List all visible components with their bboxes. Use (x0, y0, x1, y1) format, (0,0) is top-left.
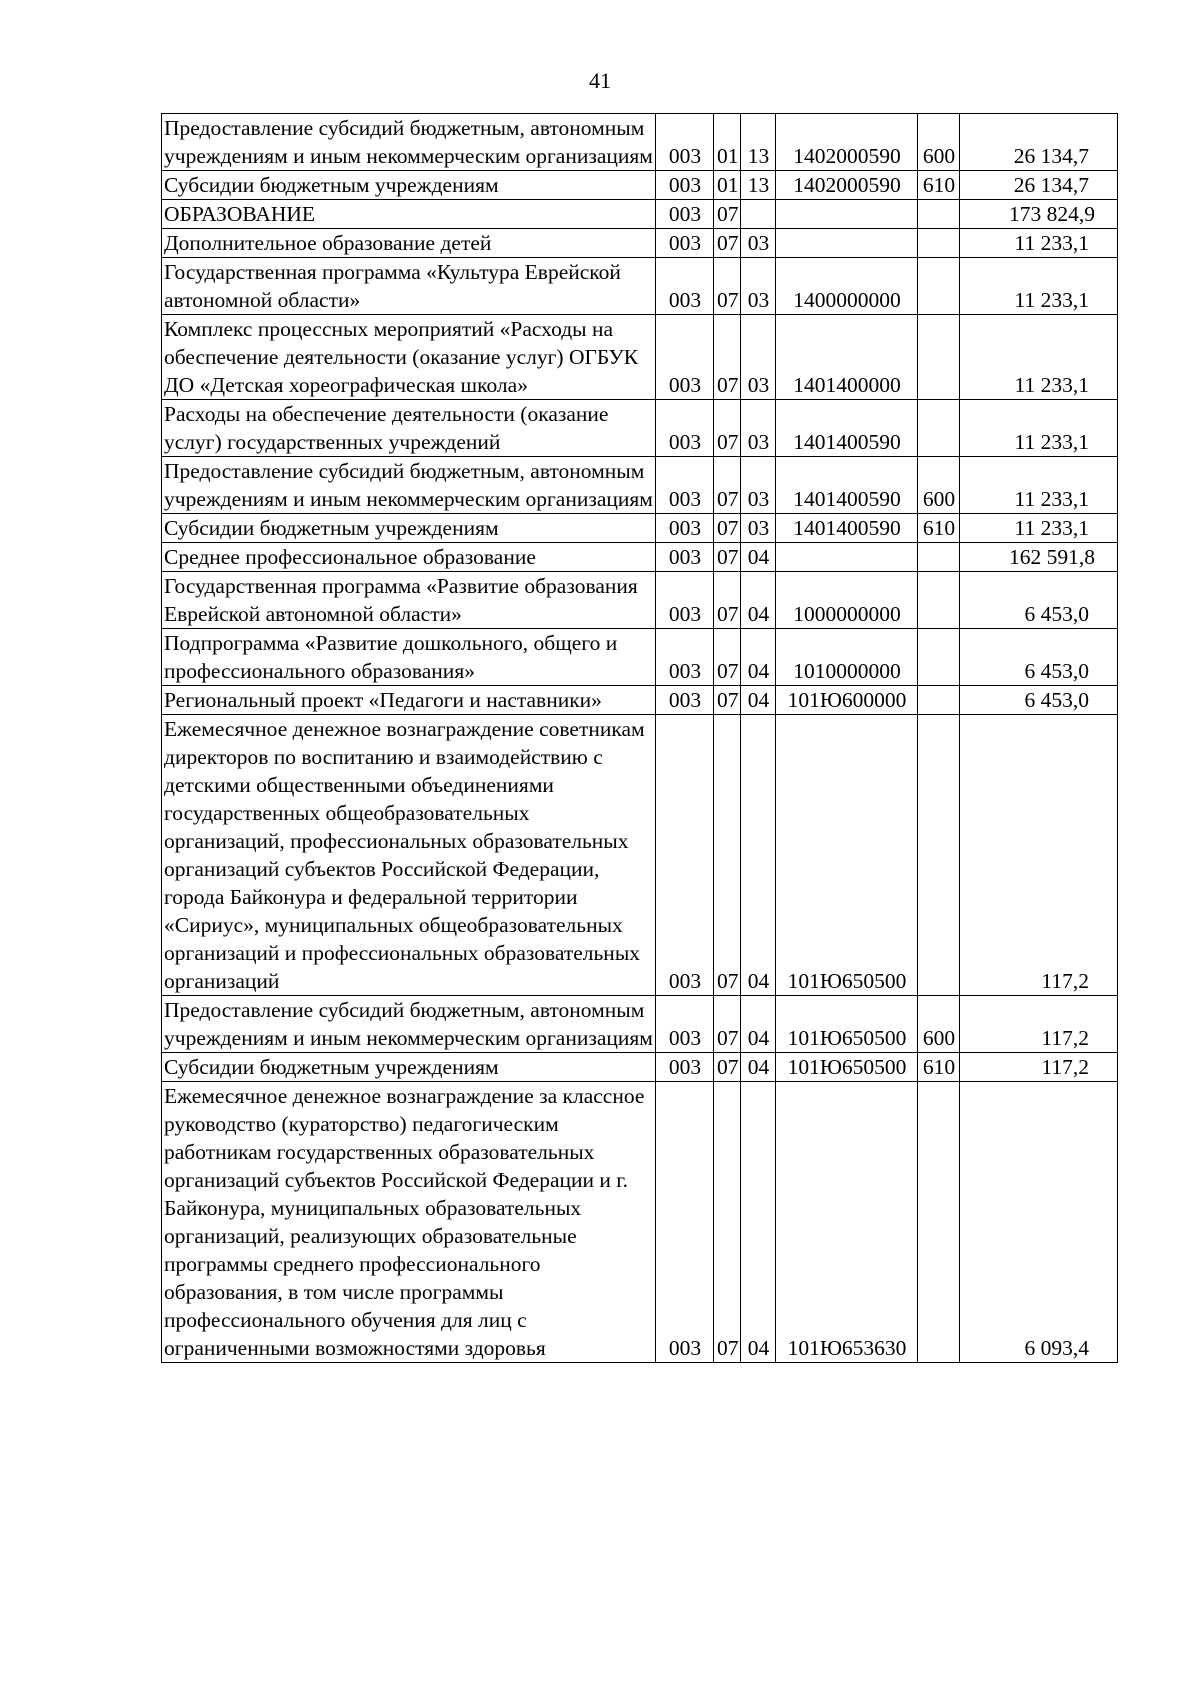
row-pr-cell: 04 (741, 543, 776, 572)
row-rz-cell: 01 (714, 114, 741, 171)
row-vr-cell: 610 (918, 514, 960, 543)
row-pr-cell: 03 (741, 514, 776, 543)
row-csr-cell: 101Ю600000 (776, 686, 918, 715)
table-row (162, 200, 1118, 229)
row-pr-cell: 04 (741, 572, 776, 629)
row-vr-cell (918, 229, 960, 258)
row-sum-cell: 6 453,0 (960, 686, 1118, 715)
row-sum-cell: 6 093,4 (960, 1082, 1118, 1363)
row-csr-cell: 1400000000 (776, 258, 918, 315)
row-vr-cell (918, 629, 960, 686)
row-sum-cell: 11 233,1 (960, 400, 1118, 457)
row-ved-cell: 003 (656, 400, 714, 457)
row-csr-cell (776, 543, 918, 572)
row-ved-cell: 003 (656, 686, 714, 715)
row-csr-cell: 1401400590 (776, 457, 918, 514)
row-ved-cell: 003 (656, 171, 714, 200)
table-row (162, 114, 1118, 171)
row-vr-cell: 600 (918, 996, 960, 1053)
row-name-cell: Дополнительное образование детей (162, 229, 656, 258)
row-vr-cell (918, 258, 960, 315)
row-name-cell: Ежемесячное денежное вознаграждение советникам директоров по воспитанию и взаимодействию с детскими общественными объединениями государственных общеобразовательных организаций, профессиональных образовательных организаций субъектов Российской Федерации, города Байконура и федеральной территории «Сириус», муниципальных общеобразовательных организаций и профессиональных образовательных организаций (162, 715, 656, 996)
table-row (162, 400, 1118, 457)
row-csr-cell: 101Ю650500 (776, 1053, 918, 1082)
table-row (162, 514, 1118, 543)
table-row (162, 258, 1118, 315)
row-sum-cell: 11 233,1 (960, 514, 1118, 543)
row-pr-cell: 03 (741, 258, 776, 315)
row-vr-cell: 600 (918, 457, 960, 514)
row-pr-cell: 03 (741, 400, 776, 457)
row-vr-cell (918, 315, 960, 400)
row-name-cell: Предоставление субсидий бюджетным, автономным учреждениям и иным некоммерческим организациям (162, 114, 656, 171)
page-number: 41 (589, 68, 611, 93)
row-vr-cell (918, 572, 960, 629)
row-rz-cell: 07 (714, 629, 741, 686)
row-rz-cell: 07 (714, 200, 741, 229)
row-csr-cell (776, 200, 918, 229)
row-name-cell: Расходы на обеспечение деятельности (оказание услуг) государственных учреждений (162, 400, 656, 457)
table-row (162, 1082, 1118, 1363)
row-ved-cell: 003 (656, 543, 714, 572)
row-sum-cell: 11 233,1 (960, 315, 1118, 400)
row-sum-cell: 11 233,1 (960, 457, 1118, 514)
table-row (162, 315, 1118, 400)
row-csr-cell: 101Ю653630 (776, 1082, 918, 1363)
row-rz-cell: 07 (714, 1053, 741, 1082)
row-pr-cell: 03 (741, 229, 776, 258)
row-pr-cell: 04 (741, 686, 776, 715)
table-row (162, 171, 1118, 200)
row-name-cell: Подпрограмма «Развитие дошкольного, общего и профессионального образования» (162, 629, 656, 686)
row-csr-cell (776, 229, 918, 258)
row-ved-cell: 003 (656, 114, 714, 171)
row-csr-cell: 1402000590 (776, 171, 918, 200)
row-rz-cell: 07 (714, 400, 741, 457)
row-rz-cell: 07 (714, 572, 741, 629)
row-vr-cell (918, 400, 960, 457)
row-sum-cell: 117,2 (960, 996, 1118, 1053)
row-ved-cell: 003 (656, 258, 714, 315)
row-name-cell: Субсидии бюджетным учреждениям (162, 1053, 656, 1082)
table-row (162, 572, 1118, 629)
row-name-cell: Субсидии бюджетным учреждениям (162, 514, 656, 543)
row-csr-cell: 101Ю650500 (776, 996, 918, 1053)
row-csr-cell: 1401400590 (776, 514, 918, 543)
row-ved-cell: 003 (656, 715, 714, 996)
row-vr-cell: 600 (918, 114, 960, 171)
row-name-cell: Государственная программа «Развитие образования Еврейской автономной области» (162, 572, 656, 629)
row-vr-cell (918, 200, 960, 229)
row-name-cell: Предоставление субсидий бюджетным, автономным учреждениям и иным некоммерческим организациям (162, 996, 656, 1053)
row-csr-cell: 1401400000 (776, 315, 918, 400)
row-rz-cell: 07 (714, 996, 741, 1053)
row-name-cell: Субсидии бюджетным учреждениям (162, 171, 656, 200)
row-vr-cell (918, 543, 960, 572)
row-rz-cell: 07 (714, 315, 741, 400)
row-ved-cell: 003 (656, 996, 714, 1053)
row-pr-cell: 04 (741, 1053, 776, 1082)
row-pr-cell: 03 (741, 315, 776, 400)
row-sum-cell: 6 453,0 (960, 572, 1118, 629)
row-rz-cell: 07 (714, 543, 741, 572)
table-row (162, 543, 1118, 572)
row-ved-cell: 003 (656, 629, 714, 686)
row-ved-cell: 003 (656, 572, 714, 629)
row-vr-cell (918, 715, 960, 996)
row-vr-cell (918, 1082, 960, 1363)
row-pr-cell: 04 (741, 629, 776, 686)
row-vr-cell (918, 686, 960, 715)
row-pr-cell: 04 (741, 996, 776, 1053)
row-vr-cell: 610 (918, 171, 960, 200)
row-name-cell: Комплекс процессных мероприятий «Расходы на обеспечение деятельности (оказание услуг) ОГБУК ДО «Детская хореографическая школа» (162, 315, 656, 400)
row-pr-cell: 03 (741, 457, 776, 514)
row-name-cell: Региональный проект «Педагоги и наставники» (162, 686, 656, 715)
table-row (162, 686, 1118, 715)
row-name-cell: Ежемесячное денежное вознаграждение за классное руководство (кураторство) педагогическим работникам государственных образовательных организаций субъектов Российской Федерации и г. Байконура, муниципальных образовательных организаций, реализующих образовательные программы среднего профессионального образования, в том числе программы профессионального обучения для лиц с ограниченными возможностями здоровья (162, 1082, 656, 1363)
row-pr-cell: 13 (741, 171, 776, 200)
row-pr-cell: 04 (741, 715, 776, 996)
row-rz-cell: 01 (714, 171, 741, 200)
row-ved-cell: 003 (656, 200, 714, 229)
row-pr-cell: 04 (741, 1082, 776, 1363)
row-sum-cell: 11 233,1 (960, 258, 1118, 315)
row-rz-cell: 07 (714, 715, 741, 996)
row-sum-cell: 6 453,0 (960, 629, 1118, 686)
table-row (162, 457, 1118, 514)
row-rz-cell: 07 (714, 457, 741, 514)
row-name-cell: ОБРАЗОВАНИЕ (162, 200, 656, 229)
row-vr-cell: 610 (918, 1053, 960, 1082)
table-row (162, 229, 1118, 258)
table-row (162, 715, 1118, 996)
row-rz-cell: 07 (714, 258, 741, 315)
row-sum-cell: 162 591,8 (960, 543, 1118, 572)
row-name-cell: Предоставление субсидий бюджетным, автономным учреждениям и иным некоммерческим организациям (162, 457, 656, 514)
row-rz-cell: 07 (714, 229, 741, 258)
row-sum-cell: 173 824,9 (960, 200, 1118, 229)
row-sum-cell: 26 134,7 (960, 171, 1118, 200)
row-sum-cell: 26 134,7 (960, 114, 1118, 171)
row-pr-cell: 13 (741, 114, 776, 171)
row-csr-cell: 1402000590 (776, 114, 918, 171)
budget-table (161, 113, 1118, 1363)
row-ved-cell: 003 (656, 457, 714, 514)
table-row (162, 629, 1118, 686)
table-row (162, 1053, 1118, 1082)
row-rz-cell: 07 (714, 514, 741, 543)
row-ved-cell: 003 (656, 514, 714, 543)
row-csr-cell: 1000000000 (776, 572, 918, 629)
budget-table-body (162, 114, 1118, 1363)
row-csr-cell: 1010000000 (776, 629, 918, 686)
row-csr-cell: 101Ю650500 (776, 715, 918, 996)
table-row (162, 996, 1118, 1053)
row-rz-cell: 07 (714, 686, 741, 715)
row-ved-cell: 003 (656, 315, 714, 400)
row-name-cell: Государственная программа «Культура Еврейской автономной области» (162, 258, 656, 315)
row-ved-cell: 003 (656, 1082, 714, 1363)
row-sum-cell: 11 233,1 (960, 229, 1118, 258)
row-sum-cell: 117,2 (960, 715, 1118, 996)
row-csr-cell: 1401400590 (776, 400, 918, 457)
row-ved-cell: 003 (656, 1053, 714, 1082)
row-pr-cell (741, 200, 776, 229)
row-sum-cell: 117,2 (960, 1053, 1118, 1082)
row-rz-cell: 07 (714, 1082, 741, 1363)
row-name-cell: Среднее профессиональное образование (162, 543, 656, 572)
row-ved-cell: 003 (656, 229, 714, 258)
